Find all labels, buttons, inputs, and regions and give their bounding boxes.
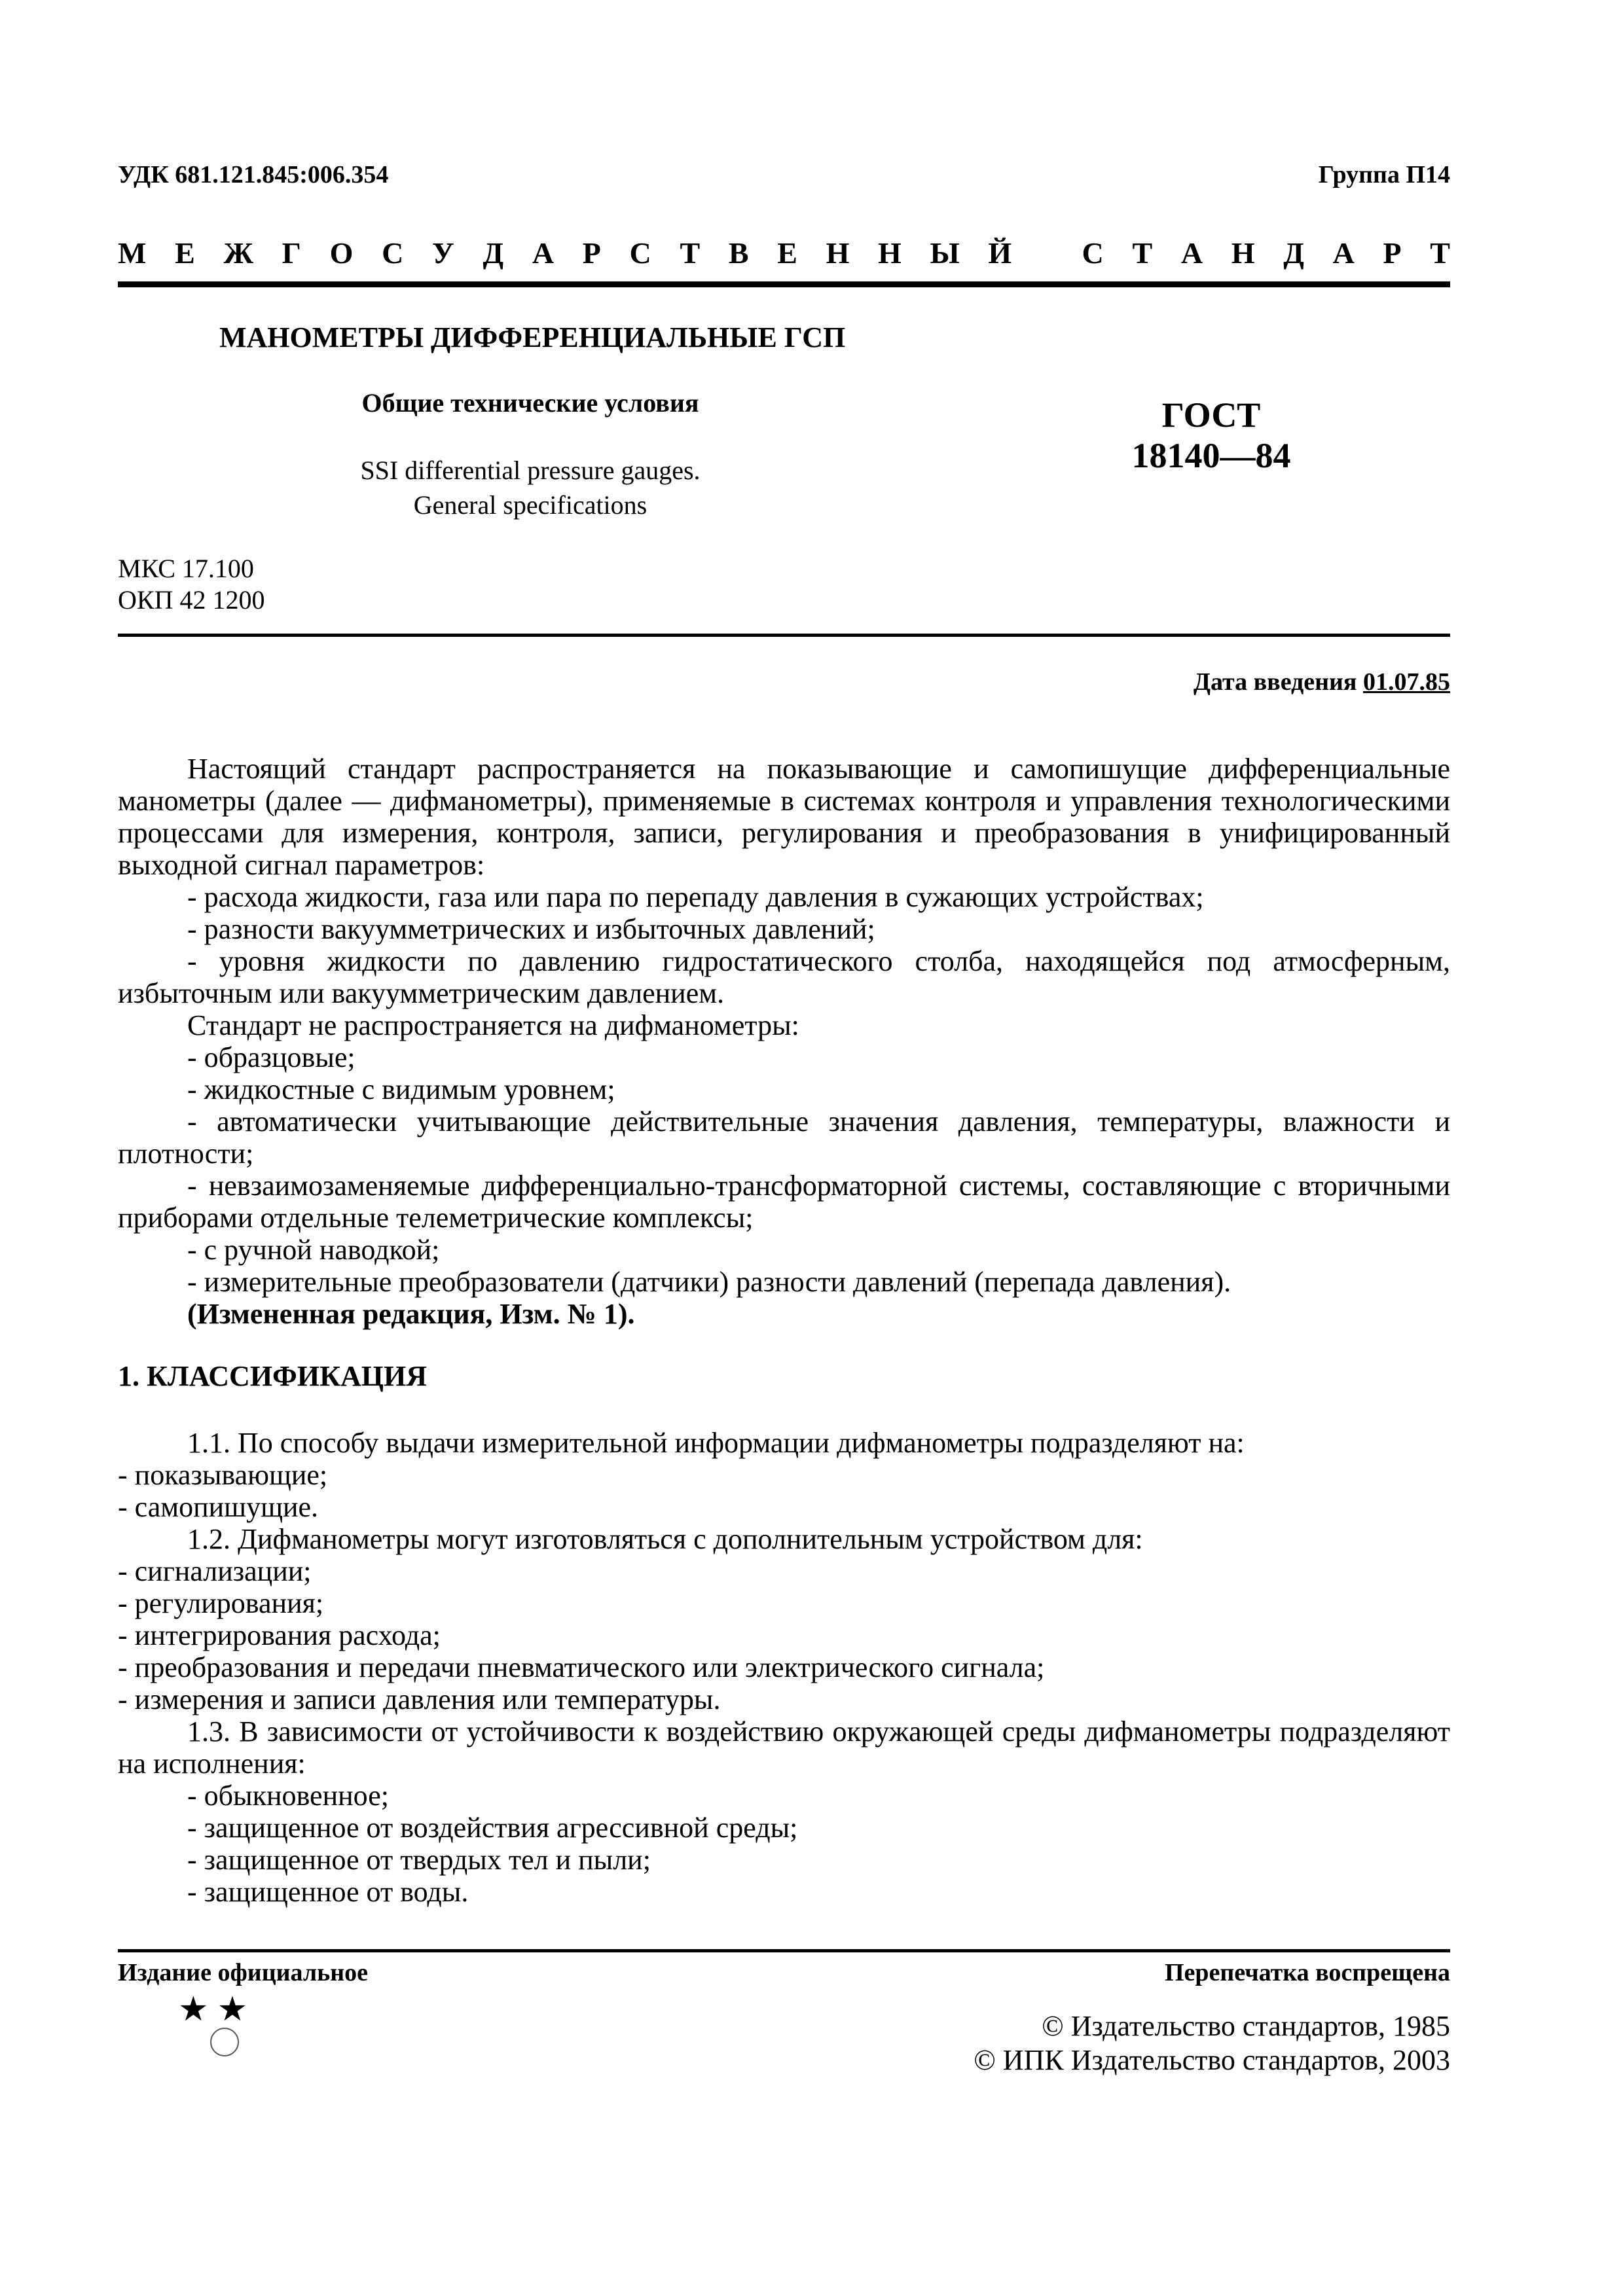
heading-letter: Н (1231, 236, 1255, 270)
clause-item: - самопишущие. (118, 1491, 319, 1523)
header-rule (118, 281, 1450, 287)
heading-letter: Р (582, 236, 601, 270)
heading-letter: Т (680, 236, 701, 270)
mks-code: МКС 17.100 (118, 554, 254, 583)
clause-item: - обыкновенное; (187, 1780, 389, 1812)
document-title: МАНОМЕТРЫ ДИФФЕРЕНЦИАЛЬНЫЕ ГСП (219, 321, 846, 353)
copyright-2003: © ИПК Издательство стандартов, 2003 (974, 2044, 1450, 2076)
section-title: 1. КЛАССИФИКАЦИЯ (118, 1360, 427, 1392)
heading-gap (1040, 236, 1053, 270)
heading-letter: Д (483, 236, 504, 270)
clause-item: - защищенное от твердых тел и пыли; (187, 1844, 651, 1876)
title-rule (118, 634, 1450, 637)
heading-letter: Р (1383, 236, 1402, 270)
heading-letter: О (329, 236, 354, 270)
copyright-1985: © Издательство стандартов, 1985 (1042, 2010, 1450, 2042)
heading-letter: С (629, 236, 651, 270)
document-body (118, 753, 1450, 1908)
exclusion-item: - автоматически учитывающие действительные значения давления, температуры, влажности и плотности; (118, 1105, 1450, 1170)
document-subtitle: Общие технические условия (361, 388, 699, 418)
clause-item: - преобразования и передачи пневматического или электрического сигнала; (118, 1651, 1045, 1683)
heading-letter: С (382, 236, 404, 270)
exclusion-item: - измерительные преобразователи (датчики) разности давлений (перепада давления). (187, 1266, 1231, 1298)
english-title-1: SSI differential pressure gauges. (360, 456, 701, 485)
heading-letter: Ж (223, 236, 253, 270)
clause-1-2: 1.2. Дифманометры могут изготовляться с дополнительным устройством для: (187, 1523, 1143, 1555)
clause-item: - показывающие; (118, 1459, 328, 1491)
gost-label: ГОСТ (1161, 395, 1261, 435)
heading-letter: Ы (930, 236, 960, 270)
official-edition: Издание официальное (118, 1959, 369, 1986)
intro-paragraph: Настоящий стандарт распространяется на показывающие и самопишущие дифференциальные манометры (далее — дифманометры), применяемые в системах контроля и управления технологическими процессами для измерения, контроля, записи, регулирования и преобразования в унифицированный выходной сигнал параметров: (118, 753, 1450, 881)
heading-letter: М (118, 236, 147, 270)
exclusion-item: - с ручной наводкой; (187, 1234, 440, 1266)
exclusion-lead: Стандарт не распространяется на дифманометры: (187, 1009, 799, 1041)
intro-item: - разности вакуумметрических и избыточных давлений; (187, 913, 875, 945)
clause-1-1: 1.1. По способу выдачи измерительной информации дифманометры подразделяют на: (187, 1427, 1245, 1459)
clause-item: - защищенное от воздействия агрессивной среды; (187, 1812, 798, 1844)
heading-letter: В (728, 236, 749, 270)
heading-letter: Д (1283, 236, 1304, 270)
group-code: Группа П14 (1318, 161, 1450, 188)
circle-mark (210, 2028, 239, 2056)
heading-letter: Т (1132, 236, 1153, 270)
clause-item: - измерения и записи давления или температуры. (118, 1683, 721, 1715)
heading-letter: Н (878, 236, 902, 270)
udk-code: УДК 681.121.845:006.354 (118, 161, 389, 188)
footer-rule (118, 1949, 1450, 1952)
clause-item: - интегрирования расхода; (118, 1619, 441, 1651)
clause-item: - сигнализации; (118, 1555, 312, 1587)
heading-letter: А (532, 236, 555, 270)
heading-letter: Н (826, 236, 850, 270)
english-title-2: General specifications (413, 490, 647, 520)
introduction-date-label: Дата введения (1193, 668, 1363, 696)
reprint-prohibited: Перепечатка воспрещена (1164, 1959, 1450, 1986)
introduction-date-value: 01.07.85 (1363, 668, 1450, 696)
heading-letter: У (432, 236, 454, 270)
heading-letter: Т (1430, 236, 1450, 270)
heading-letter: Г (282, 236, 301, 270)
exclusion-item: - образцовые; (187, 1041, 356, 1073)
clause-item: - защищенное от воды. (187, 1876, 469, 1908)
heading-letter: А (1332, 236, 1355, 270)
exclusion-item: - жидкостные с видимым уровнем; (187, 1073, 615, 1105)
heading-letter: С (1082, 236, 1104, 270)
interstate-standard-heading (118, 236, 1450, 270)
clause-item: - регулирования; (118, 1587, 324, 1619)
introduction-date (982, 668, 1450, 696)
intro-item: - уровня жидкости по давлению гидростатического столба, находящейся под атмосферным, избыточным или вакуумметрическим давлением. (118, 945, 1450, 1009)
amendment-note: (Измененная редакция, Изм. № 1). (187, 1298, 635, 1330)
heading-letter: Е (175, 236, 195, 270)
intro-item: - расхода жидкости, газа или пара по перепаду давления в сужающих устройствах; (187, 881, 1204, 913)
clause-1-3: 1.3. В зависимости от устойчивости к воздействию окружающей среды дифманометры подразделяют на исполнения: (118, 1715, 1450, 1780)
heading-letter: А (1180, 236, 1203, 270)
heading-letter: Е (777, 236, 797, 270)
heading-letter: Й (988, 236, 1012, 270)
stars-mark: ★ ★ (178, 1991, 248, 2028)
okp-code: ОКП 42 1200 (118, 585, 265, 615)
gost-number: 18140—84 (1131, 436, 1291, 475)
exclusion-item: - невзаимозаменяемые дифференциально-трансформаторной системы, составляющие с вторичными приборами отдельные телеметрические комплексы; (118, 1170, 1450, 1234)
